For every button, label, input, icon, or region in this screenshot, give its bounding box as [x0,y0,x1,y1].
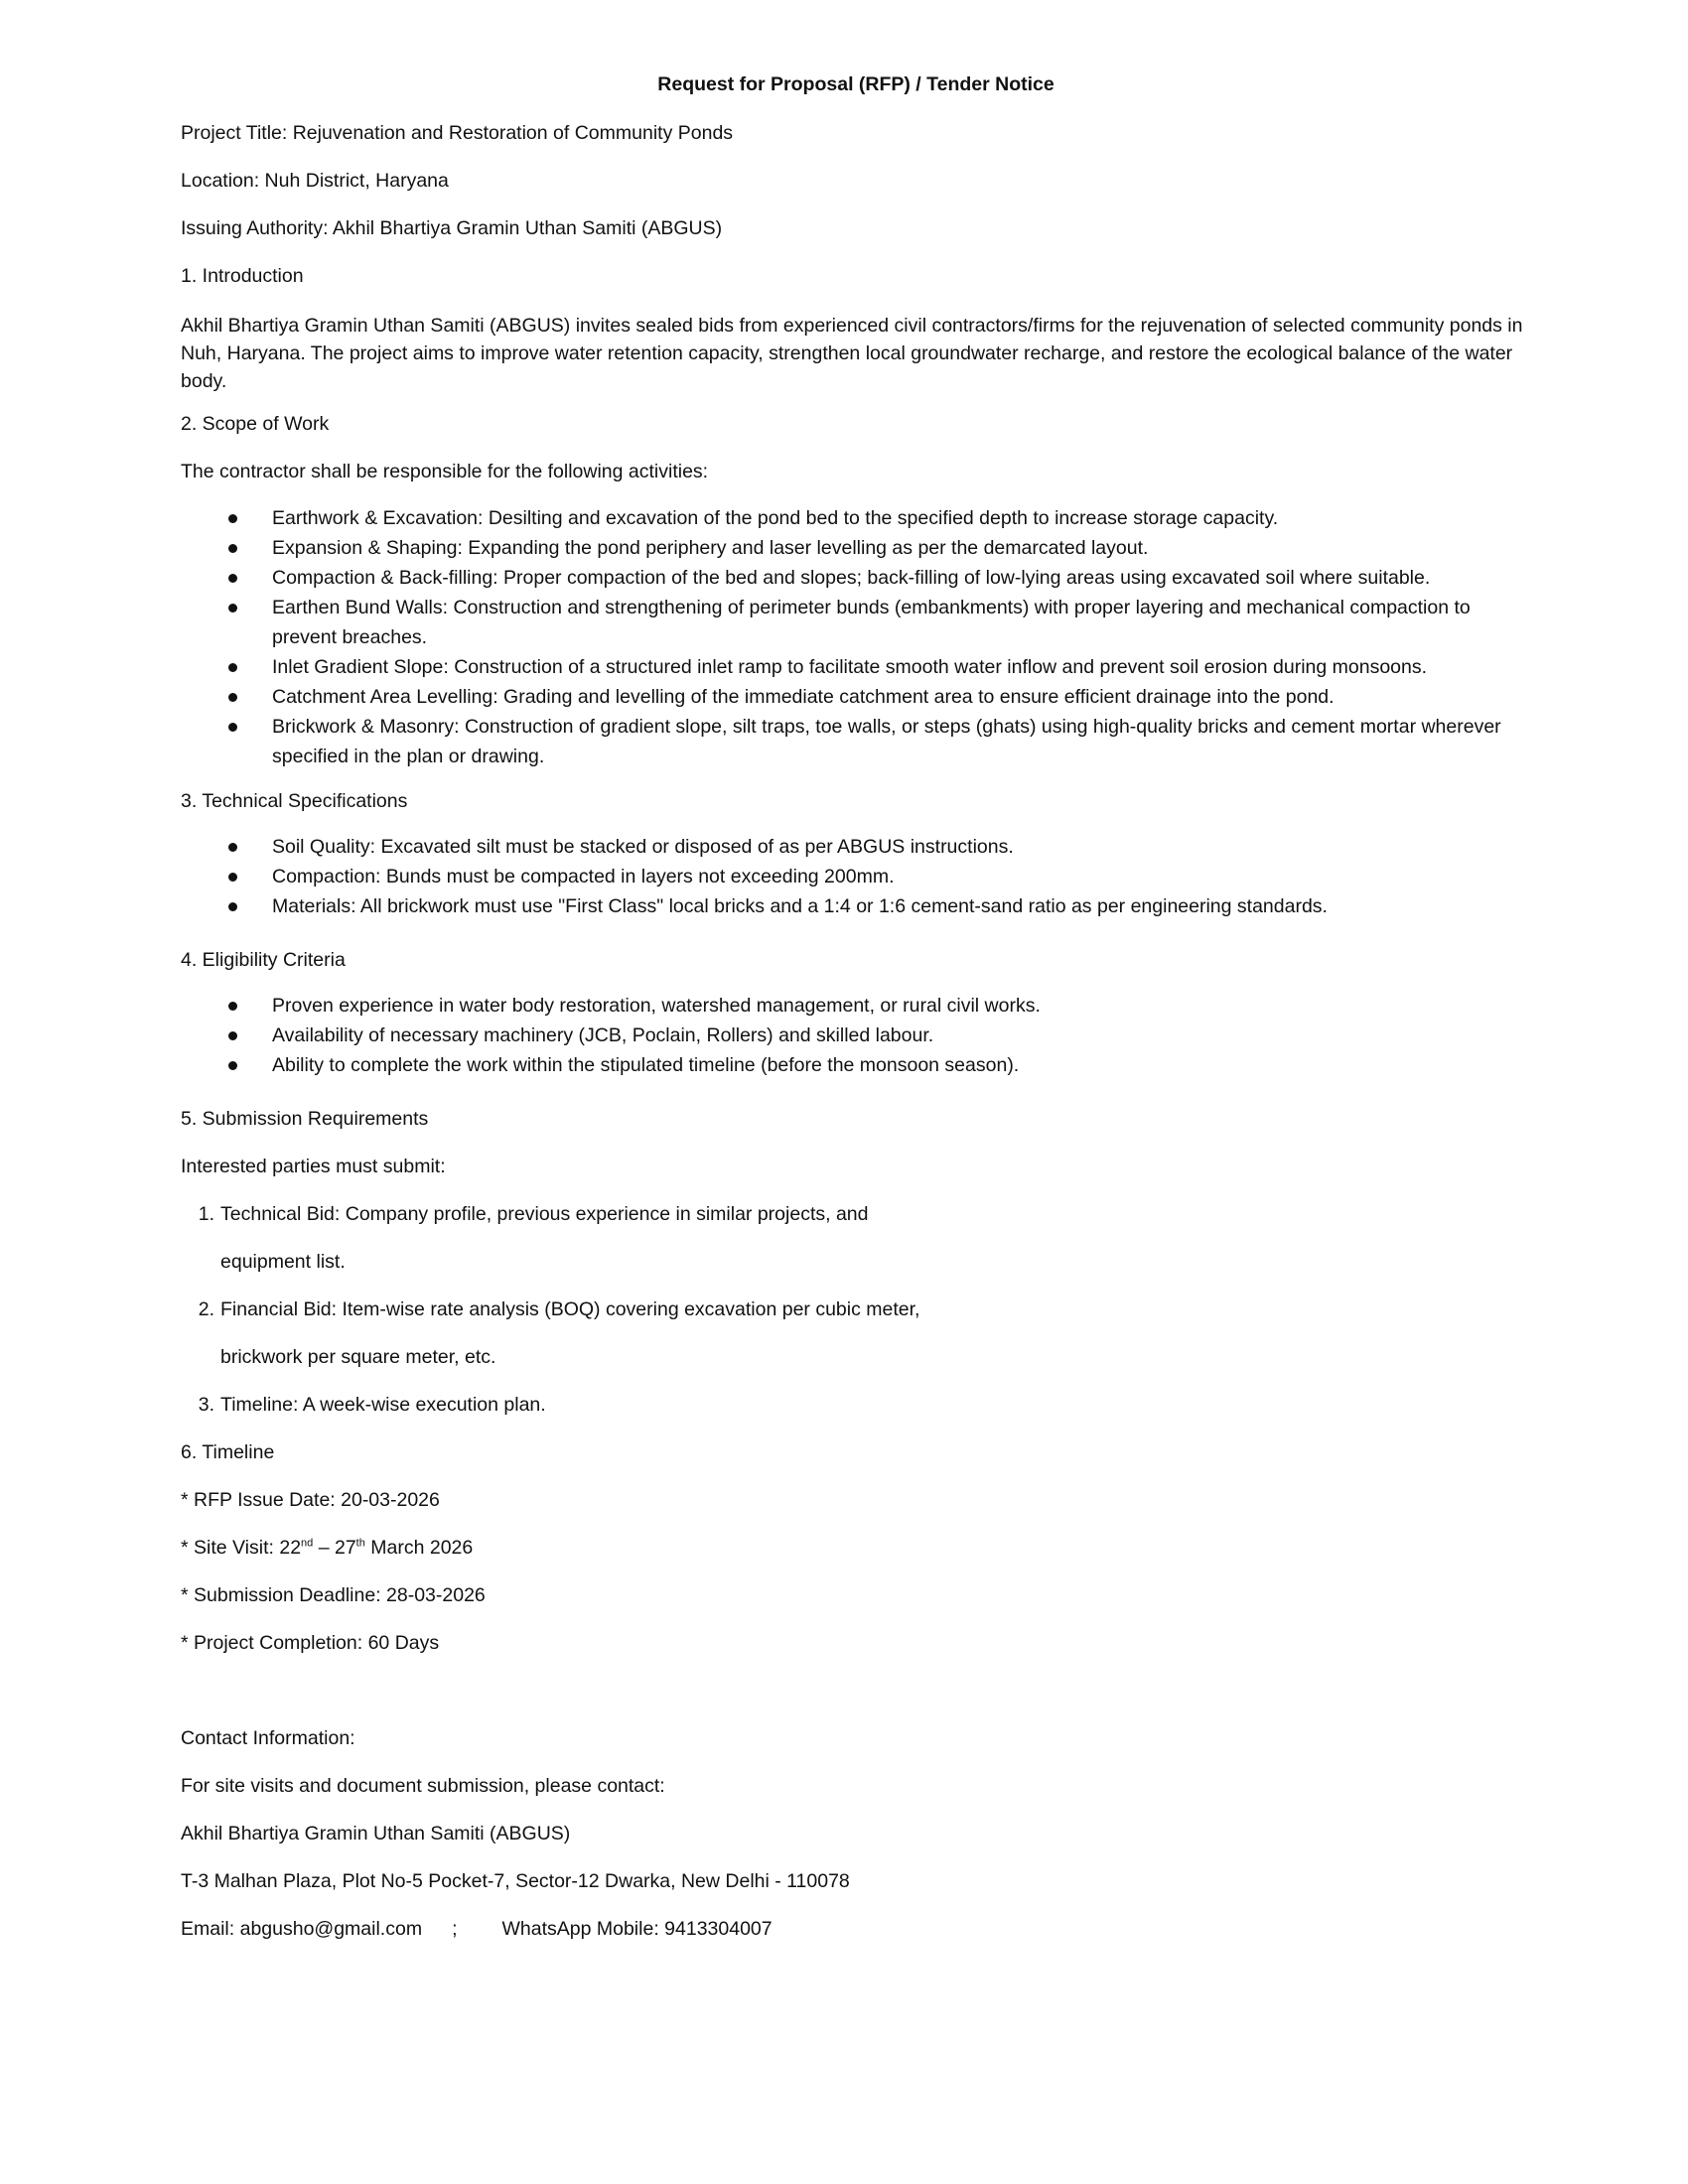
bullet-icon [228,514,237,523]
bullet-icon [228,723,237,732]
submission-item-1: 1. Technical Bid: Company profile, previous experience in similar projects, and [198,1203,869,1225]
contact-org: Akhil Bhartiya Gramin Uthan Samiti (ABGUS) [181,1823,571,1844]
list-item: Soil Quality: Excavated silt must be stacked or disposed of as per ABGUS instructions. [181,832,1531,862]
rfp-document [181,0,1531,2184]
submission-item-2-cont: brickwork per square meter, etc. [220,1346,496,1368]
issuing-authority: Issuing Authority: Akhil Bhartiya Gramin Uthan Samiti (ABGUS) [181,217,723,239]
list-item: Proven experience in water body restoration, watershed management, or rural civil works. [181,991,1531,1021]
bullet-icon [228,1031,237,1040]
scope-list [181,503,1531,771]
timeline-heading: 6. Timeline [181,1441,275,1463]
timeline-deadline: * Submission Deadline: 28-03-2026 [181,1584,486,1606]
introduction-text: Akhil Bhartiya Gramin Uthan Samiti (ABGUS) invites sealed bids from experienced civil contractors/firms for the rejuvenation of selected community ponds in Nuh, Haryana. The project aims to improve water retention capacity, strengthen local groundwater recharge, and restore the ecological balance of the water body. [181,315,1523,392]
document-title: Request for Proposal (RFP) / Tender Notice [657,73,1055,95]
contact-heading: Contact Information: [181,1727,355,1749]
list-item: Earthen Bund Walls: Construction and strengthening of perimeter bunds (embankments) with proper layering and mechanical compaction to prevent breaches. [181,593,1531,652]
submission-item-2: 2. Financial Bid: Item-wise rate analysis (BOQ) covering excavation per cubic meter, [198,1298,920,1320]
timeline-issue-date: * RFP Issue Date: 20-03-2026 [181,1489,440,1511]
submission-item-3: 3. Timeline: A week-wise execution plan. [198,1394,546,1416]
bullet-icon [228,1061,237,1070]
eligibility-list [181,991,1531,1080]
location: Location: Nuh District, Haryana [181,170,449,192]
contact-whatsapp: WhatsApp Mobile: 9413304007 [501,1918,773,1940]
list-item: Compaction: Bunds must be compacted in layers not exceeding 200mm. [181,862,1531,891]
bullet-icon [228,873,237,882]
scope-lead: The contractor shall be responsible for the following activities: [181,461,709,482]
bullet-icon [228,544,237,553]
contact-separator: ; [452,1918,458,1940]
bullet-icon [228,574,237,583]
list-item: Inlet Gradient Slope: Construction of a structured inlet ramp to facilitate smooth water inflow and prevent soil erosion during monsoons. [181,652,1531,682]
scope-heading: 2. Scope of Work [181,413,330,435]
list-item: Compaction & Back-filling: Proper compaction of the bed and slopes; back-filling of low-lying areas using excavated soil where suitable. [181,563,1531,593]
list-item: Ability to complete the work within the stipulated timeline (before the monsoon season). [181,1050,1531,1080]
list-item: Materials: All brickwork must use "First Class" local bricks and a 1:4 or 1:6 cement-sand ratio as per engineering standards. [181,891,1531,921]
list-item: Availability of necessary machinery (JCB, Poclain, Rollers) and skilled labour. [181,1021,1531,1050]
bullet-icon [228,1002,237,1011]
timeline-completion: * Project Completion: 60 Days [181,1632,440,1654]
bullet-icon [228,843,237,852]
contact-email-line [181,1920,773,1940]
submission-heading: 5. Submission Requirements [181,1108,429,1130]
timeline-site-visit: * Site Visit: 22nd – 27th March 2026 [181,1537,474,1559]
contact-email: Email: abgusho@gmail.com [181,1918,423,1940]
list-item: Earthwork & Excavation: Desilting and excavation of the pond bed to the specified depth to increase storage capacity. [181,503,1531,533]
bullet-icon [228,663,237,672]
list-item: Catchment Area Levelling: Grading and levelling of the immediate catchment area to ensure efficient drainage into the pond. [181,682,1531,712]
submission-item-1-cont: equipment list. [220,1251,346,1273]
contact-lead: For site visits and document submission, please contact: [181,1775,665,1797]
technical-list [181,832,1531,921]
technical-heading: 3. Technical Specifications [181,790,408,812]
contact-address: T-3 Malhan Plaza, Plot No-5 Pocket-7, Sector-12 Dwarka, New Delhi - 110078 [181,1870,850,1892]
list-item: Expansion & Shaping: Expanding the pond periphery and laser levelling as per the demarcated layout. [181,533,1531,563]
introduction-heading: 1. Introduction [181,265,304,287]
list-item: Brickwork & Masonry: Construction of gradient slope, silt traps, toe walls, or steps (ghats) using high-quality bricks and cement mortar wherever specified in the plan or drawing. [181,712,1531,771]
bullet-icon [228,902,237,911]
bullet-icon [228,693,237,702]
project-title: Project Title: Rejuvenation and Restoration of Community Ponds [181,122,734,144]
bullet-icon [228,604,237,613]
eligibility-heading: 4. Eligibility Criteria [181,949,346,971]
submission-lead: Interested parties must submit: [181,1156,446,1177]
